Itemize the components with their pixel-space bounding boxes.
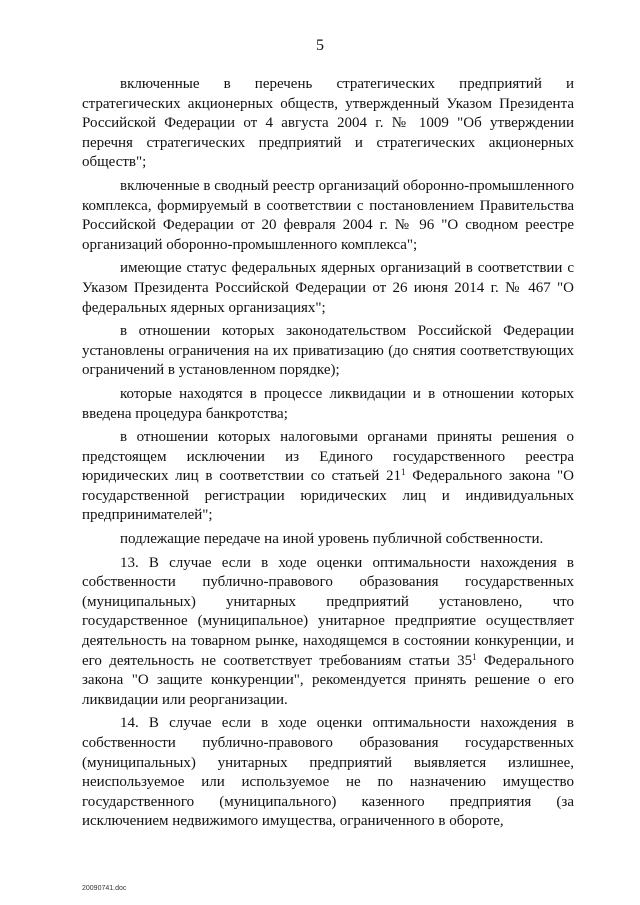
superscript-one: 1: [472, 651, 477, 662]
superscript-one: 1: [401, 467, 406, 478]
paragraph-defense-registry: включенные в сводный реестр организаций оборонно-промышленного комплекса, формируемый в соответствии с постановлением Правительства Российской Федерации от 20 февраля 2004 г. № 96 "О сводном реестре организаций оборонно-промышленного комплекса";: [82, 177, 574, 253]
paragraph-item-14: 14. В случае если в ходе оценки оптимальности нахождения в собственности публично-правового образования государственных (муниципальных) унитарных предприятий выявляется излишнее, неиспользуемое или используемое не по назначению имущество государственного (муниципального) казенного предприятия (за исключением недвижимого имущества, ограниченного в обороте,: [82, 715, 574, 830]
document-body: [82, 75, 574, 832]
paragraph-tax-exclusion-text-end: Федерального закона "О государственной регистрации юридических лиц и индивидуальных предпринимателей";: [82, 468, 574, 524]
paragraph-liquidation: которые находятся в процессе ликвидации и в отношении которых введена процедура банкротства;: [82, 385, 574, 422]
paragraph-strategic-enterprises: включенные в перечень стратегических предприятий и стратегических акционерных обществ, утвержденный Указом Президента Российской Федерации от 4 августа 2004 г. № 1009 "Об утверждении перечня стратегических предприятий и стратегических акционерных обществ";: [82, 76, 574, 171]
paragraph-tax-exclusion-text: в отношении которых налоговыми органами приняты решения о предстоящем исключении из Единого государственного реестра юридических лиц в соответствии со статьей 21: [82, 429, 574, 485]
paragraph-item-13-text-end: Федерального закона "О защите конкуренции", рекомендуется принять решение о его ликвидации или реорганизации.: [82, 652, 574, 708]
paragraph-privatization-restrictions: в отношении которых законодательством Российской Федерации установлены ограничения на их приватизацию (до снятия соответствующих ограничений в установленном порядке);: [82, 323, 574, 379]
document-footer-filename: 20090741.doc: [82, 885, 127, 892]
paragraph-item-13-text: 13. В случае если в ходе оценки оптимальности нахождения в собственности публично-правового образования государственных (муниципальных) унитарных предприятий установлено, что государственное (муниципальное) унитарное предприятие осуществляет деятельность на товарном рынке, находящемся в состоянии конкуренции, и его деятельность не соответствует требованиям статьи 35: [82, 554, 574, 669]
paragraph-item-13: [82, 554, 574, 711]
paragraph-tax-exclusion: [82, 428, 574, 526]
paragraph-transfer-ownership: подлежащие передаче на иной уровень публичной собственности.: [120, 531, 544, 548]
paragraph-nuclear-organizations: имеющие статус федеральных ядерных организаций в соответствии с Указом Президента Российской Федерации от 26 июня 2014 г. № 467 "О федеральных ядерных организациях";: [82, 260, 574, 316]
page-number: 5: [316, 37, 324, 54]
